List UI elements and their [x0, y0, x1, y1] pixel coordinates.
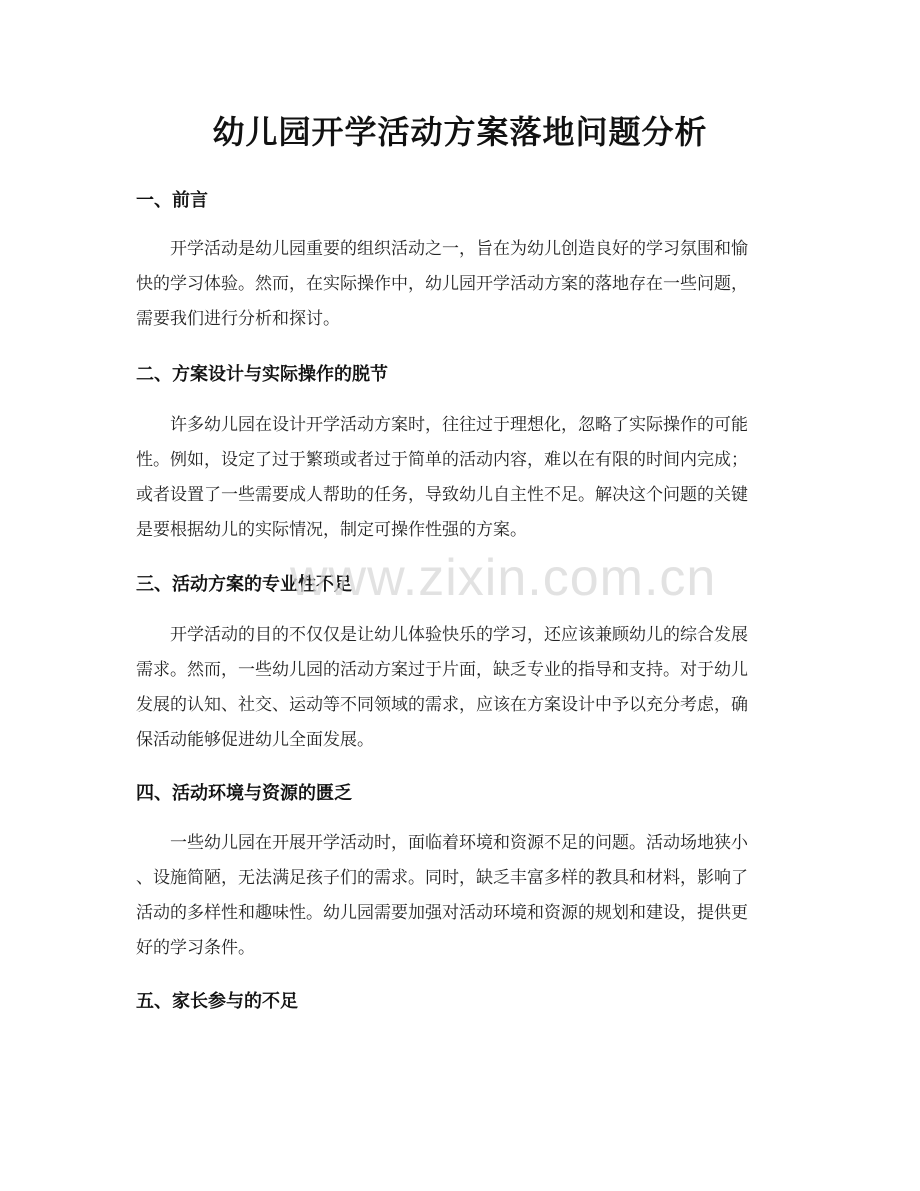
- paragraph-line: 快的学习体验。然而，在实际操作中，幼儿园开学活动方案的落地存在一些问题，: [136, 274, 748, 294]
- paragraph-line: 一些幼儿园在开展开学活动时，面临着环境和资源不足的问题。活动场地狭小: [170, 833, 748, 853]
- document-title: 幼儿园开学活动方案落地问题分析: [212, 113, 708, 151]
- paragraph-line: 需求。然而，一些幼儿园的活动方案过于片面，缺乏专业的指导和支持。对于幼儿: [136, 660, 748, 680]
- section-paragraph-professionalism: [136, 618, 786, 758]
- section-heading-professionalism: 三、活动方案的专业性不足: [136, 574, 352, 595]
- paragraph-line: 开学活动是幼儿园重要的组织活动之一，旨在为幼儿创造良好的学习氛围和愉: [170, 239, 748, 259]
- paragraph-line: 许多幼儿园在设计开学活动方案时，往往过于理想化，忽略了实际操作的可能: [170, 415, 748, 435]
- paragraph-line: 或者设置了一些需要成人帮助的任务，导致幼儿自主性不足。解决这个问题的关键: [136, 485, 748, 505]
- section-paragraph-design-gap: [136, 408, 786, 548]
- section-paragraph-preface: [136, 232, 786, 337]
- section-heading-parent-participation: 五、家长参与的不足: [136, 991, 298, 1012]
- section-heading-resources: 四、活动环境与资源的匮乏: [136, 783, 352, 804]
- section-heading-preface: 一、前言: [136, 190, 208, 211]
- paragraph-line: 性。例如，设定了过于繁琐或者过于简单的活动内容，难以在有限的时间内完成；: [136, 450, 748, 470]
- paragraph-line: 需要我们进行分析和探讨。: [136, 309, 340, 329]
- paragraph-line: 、设施简陋，无法满足孩子们的需求。同时，缺乏丰富多样的教具和材料，影响了: [136, 868, 748, 888]
- paragraph-line: 好的学习条件。: [136, 938, 255, 958]
- paragraph-line: 是要根据幼儿的实际情况，制定可操作性强的方案。: [136, 520, 527, 540]
- paragraph-line: 活动的多样性和趣味性。幼儿园需要加强对活动环境和资源的规划和建设，提供更: [136, 903, 748, 923]
- section-heading-design-gap: 二、方案设计与实际操作的脱节: [136, 364, 388, 385]
- paragraph-line: 发展的认知、社交、运动等不同领域的需求，应该在方案设计中予以充分考虑，确: [136, 695, 748, 715]
- watermark-text: www.zixin.com.cn: [290, 549, 717, 607]
- paragraph-line: 开学活动的目的不仅仅是让幼儿体验快乐的学习，还应该兼顾幼儿的综合发展: [170, 625, 748, 645]
- section-paragraph-resources: [136, 826, 786, 966]
- paragraph-line: 保活动能够促进幼儿全面发展。: [136, 730, 374, 750]
